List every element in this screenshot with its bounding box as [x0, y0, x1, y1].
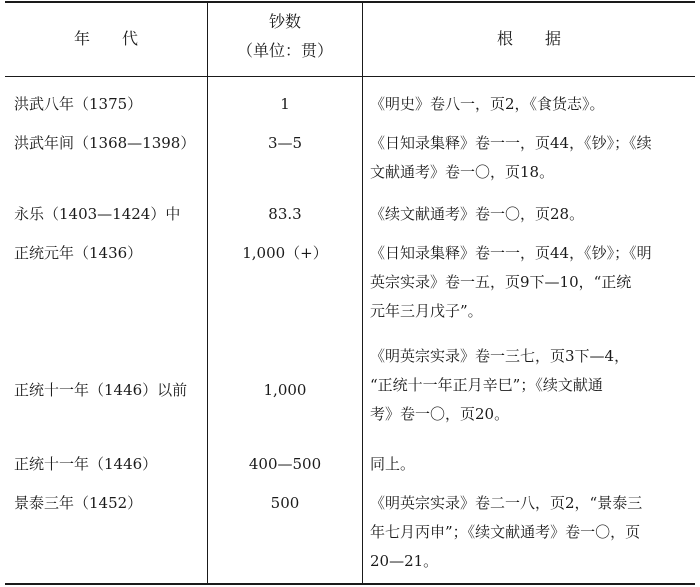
row-4-era: 正统十一年（1446）以前 — [14, 381, 188, 399]
header-era: 年 代 — [73, 29, 138, 48]
row-3-source-line: 《日知录集释》卷一一，页44，《钞》；《明 — [370, 244, 652, 262]
table-top-rule — [5, 1, 695, 3]
row-3-source — [370, 239, 692, 326]
row-3-source-line: 英宗实录》卷一五，页9下—10，“正统 — [370, 273, 632, 291]
row-3-amount: 1,000（+） — [242, 244, 328, 262]
row-1-source — [370, 129, 692, 187]
row-4-source — [370, 342, 692, 429]
row-0-amount: 1 — [280, 95, 290, 113]
row-6-amount: 500 — [270, 494, 300, 512]
row-4-source-line: “正统十一年正月辛巳”；《续文献通 — [370, 376, 603, 394]
row-2-source — [370, 200, 692, 229]
row-2-era: 永乐（1403—1424）中 — [14, 205, 181, 223]
row-5-source — [370, 450, 692, 479]
row-2-source-line: 《续文献通考》卷一〇，页28。 — [370, 205, 585, 223]
column-divider-2 — [362, 3, 363, 583]
header-amount: 钞数 — [268, 12, 301, 31]
row-2-amount: 83.3 — [268, 205, 302, 223]
row-1-source-line: 文献通考》卷一〇，页18。 — [370, 163, 555, 181]
row-6-source — [370, 489, 692, 576]
row-5-source-line: 同上。 — [370, 455, 416, 473]
row-4-source-line: 《明英宗实录》卷一三七，页3下—4， — [370, 347, 630, 365]
row-6-source-line: 《明英宗实录》卷二一八，页2，“景泰三 — [370, 494, 643, 512]
header-amount-unit: （单位：贯） — [236, 41, 333, 60]
row-1-era: 洪武年间（1368—1398） — [14, 134, 196, 152]
row-6-source-line: 年七月丙申”；《续文献通考》卷一〇，页 — [370, 523, 641, 541]
row-3-era: 正统元年（1436） — [14, 244, 143, 262]
row-6-era: 景泰三年（1452） — [14, 494, 143, 512]
row-3-source-line: 元年三月戊子”。 — [370, 302, 483, 320]
row-4-amount: 1,000 — [263, 381, 307, 399]
header-source: 根 据 — [496, 29, 561, 48]
row-1-source-line: 《日知录集释》卷一一，页44，《钞》；《续 — [370, 134, 652, 152]
row-0-source-line: 《明史》卷八一，页2，《食货志》。 — [370, 95, 605, 113]
row-4-source-line: 考》卷一〇，页20。 — [370, 405, 510, 423]
row-5-era: 正统十一年（1446） — [14, 455, 158, 473]
row-1-amount: 3—5 — [267, 134, 303, 152]
row-6-source-line: 20—21。 — [370, 552, 439, 570]
header-bottom-rule — [5, 76, 695, 77]
table-bottom-rule — [5, 583, 695, 585]
row-0-source — [370, 90, 692, 119]
row-0-era: 洪武八年（1375） — [14, 95, 143, 113]
row-5-amount: 400—500 — [248, 455, 322, 473]
